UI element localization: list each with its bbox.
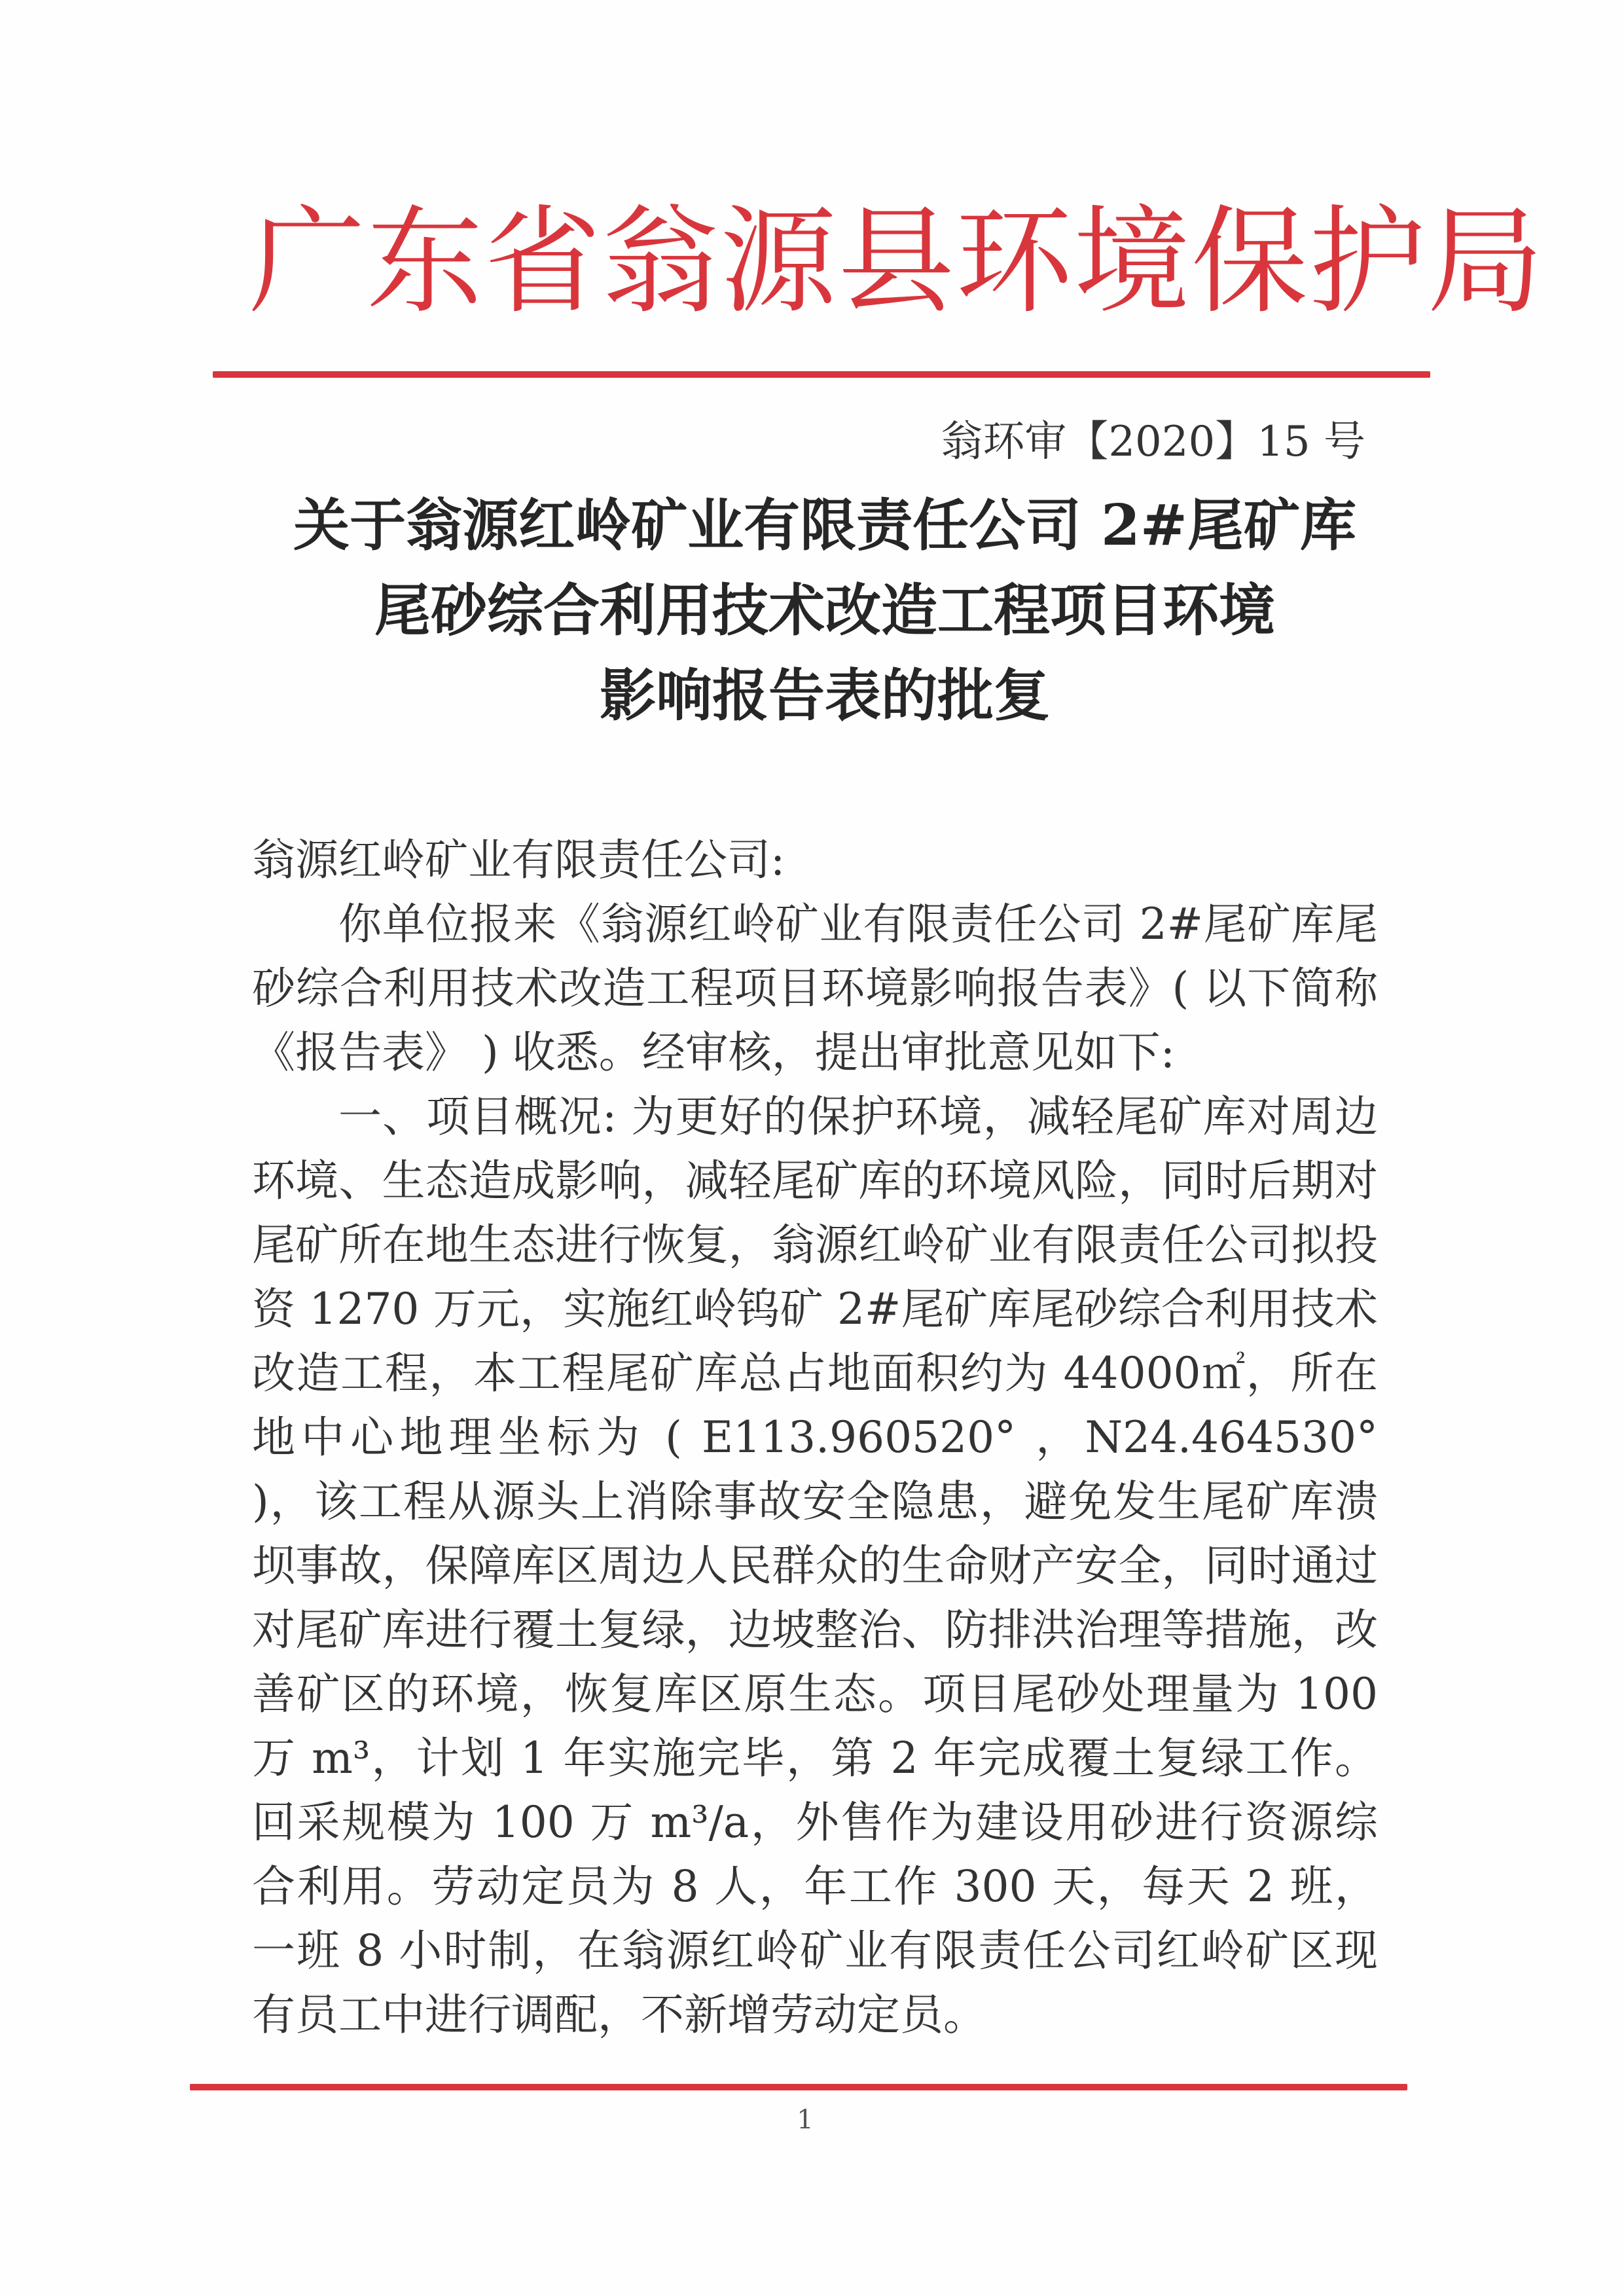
- document-number: 翁环审【2020】15 号: [941, 418, 1365, 466]
- paragraph-project-overview: 一、项目概况: 为更好的保护环境，减轻尾矿库对周边环境、生态造成影响，减轻尾矿库的环境风险，同时后期对尾矿所在地生态进行恢复，翁源红岭矿业有限责任公司拟投资 1270 万元，实施红岭钨矿 2#尾矿库尾砂综合利用技术改造工程，本工程尾矿库总占地面积约为 44000㎡，所在地中心地理坐标为 ( E113.960520° ，N24.464530° )，该工程从源头上消除事故安全隐患，避免发生尾矿库溃坝事故，保障库区周边人民群众的生命财产安全，同时通过对尾矿库进行覆土复绿，边坡整治、防排洪治理等措施，改善矿区的环境，恢复库区原生态。项目尾砂处理量为 100 万 m³，计划 1 年实施完毕，第 2 年完成覆土复绿工作。回采规模为 100 万 m³/a，外售作为建设用砂进行资源综合利用。劳动定员为 8 人，年工作 300 天，每天 2 班，一班 8 小时制，在翁源红岭矿业有限责任公司红岭矿区现有员工中进行调配，不新增劳动定员。: [252, 1091, 1378, 2040]
- footer-red-rule: [190, 2084, 1407, 2090]
- paragraph-intro: 你单位报来《翁源红岭矿业有限责任公司 2#尾矿库尾砂综合利用技术改造工程项目环境影响报告表》( 以下简称《报告表》 ) 收悉。经审核，提出审批意见如下:: [252, 899, 1378, 1078]
- title-line: 影响报告表的批复: [600, 663, 1050, 729]
- page-number: 1: [797, 2105, 814, 2135]
- agency-header: 广东省翁源县环境保护局: [249, 194, 1545, 329]
- header-red-rule: [213, 371, 1430, 378]
- title-line: 尾砂综合利用技术改造工程项目环境: [374, 577, 1275, 644]
- title-line: 关于翁源红岭矿业有限责任公司 2#尾矿库: [293, 492, 1356, 558]
- salutation: 翁源红岭矿业有限责任公司:: [252, 835, 785, 885]
- document-body: [252, 828, 1378, 2047]
- document-title: [249, 483, 1401, 738]
